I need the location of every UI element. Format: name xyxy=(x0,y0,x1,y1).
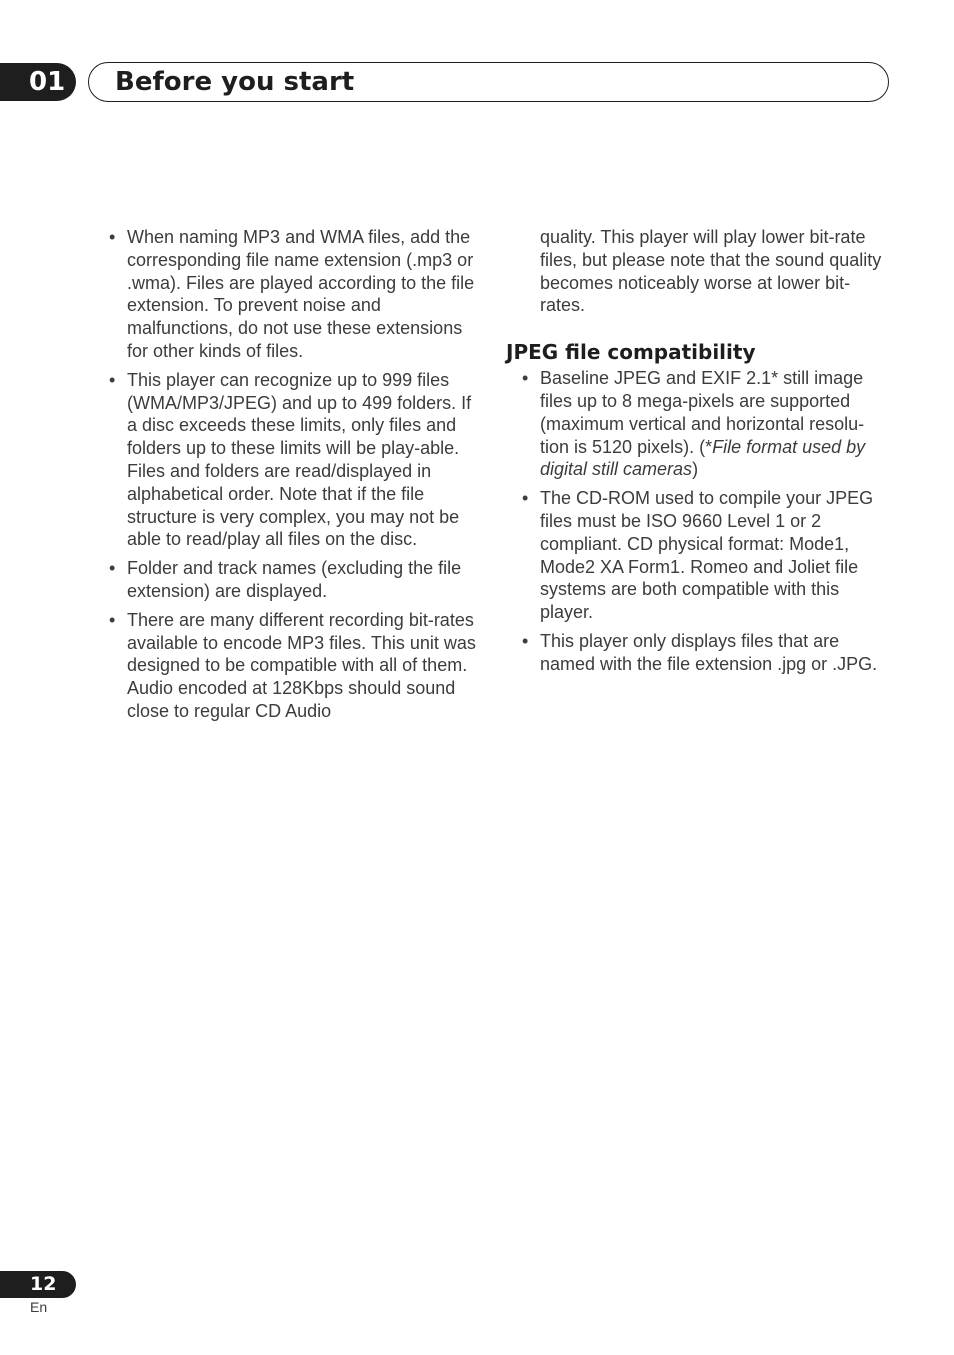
list-item-text: Baseline JPEG and EXIF 2.1* still image files up to 8 mega-pixels are supported (maximum vertical and horizontal resolu-tion is 5120 pixels). (* xyxy=(540,368,865,457)
list-item xyxy=(506,487,890,624)
list-item-text: This player can recognize up to 999 files (WMA/MP3/JPEG) and up to 499 folders. If a disc exceeds these limits, only files and folders up to these limits will be play-able. Files and folders are read/displayed in alphabetical order. Note that if the file structure is very complex, you may not be able to read/play all files on the disc. xyxy=(127,369,472,550)
list-item-text: There are many different recording bit-rates available to encode MP3 files. This unit was designed to be compatible with all of them. Audio encoded at 128Kbps should sound close to regular CD Audio xyxy=(127,609,476,721)
left-column xyxy=(109,226,477,729)
chapter-number-tab: 01 xyxy=(0,63,76,101)
list-item-italic-note: File format used by digital still cameras xyxy=(540,436,866,480)
language-code: En xyxy=(30,1299,48,1315)
bullet-icon: • xyxy=(109,369,116,390)
right-column xyxy=(506,226,890,682)
left-bullet-list xyxy=(109,226,477,723)
right-bullet-list xyxy=(506,367,890,675)
list-item xyxy=(109,226,477,363)
list-item-text: The CD-ROM used to compile your JPEG files must be ISO 9660 Level 1 or 2 compliant. CD physical format: Mode1, Mode2 XA Form1. Romeo and Joliet file systems are both compatible with this player. xyxy=(540,488,874,623)
page-title: Before you start xyxy=(115,67,355,97)
list-item xyxy=(109,369,477,551)
list-item xyxy=(109,609,477,723)
continued-paragraph: quality. This player will play lower bit-rate files, but please note that the sound quality becomes noticeably worse at lower bit-rates. xyxy=(540,227,882,316)
bullet-icon: • xyxy=(109,227,116,247)
list-item-text: When naming MP3 and WMA files, add the corresponding file name extension (.mp3 or .wma). Files are played according to the file extension. To prevent noise and malfunctions, do not use these extensions for other kinds of files. xyxy=(127,227,475,361)
list-item xyxy=(506,367,890,481)
list-item-text: This player only displays files that are named with the file extension .jpg or .JPG. xyxy=(540,630,878,674)
bullet-icon: • xyxy=(522,488,529,509)
bullet-icon: • xyxy=(522,630,529,651)
bullet-icon: • xyxy=(109,558,116,579)
section-heading-jpeg: JPEG file compatibility xyxy=(506,340,756,365)
bullet-icon: • xyxy=(522,368,529,389)
bullet-icon: • xyxy=(109,609,116,630)
page-number-tab: 12 xyxy=(0,1271,76,1298)
list-item-text: Folder and track names (excluding the file extension) are displayed. xyxy=(127,558,462,601)
list-item xyxy=(109,557,477,603)
list-item xyxy=(506,630,890,676)
list-item-text-close: ) xyxy=(692,459,699,480)
